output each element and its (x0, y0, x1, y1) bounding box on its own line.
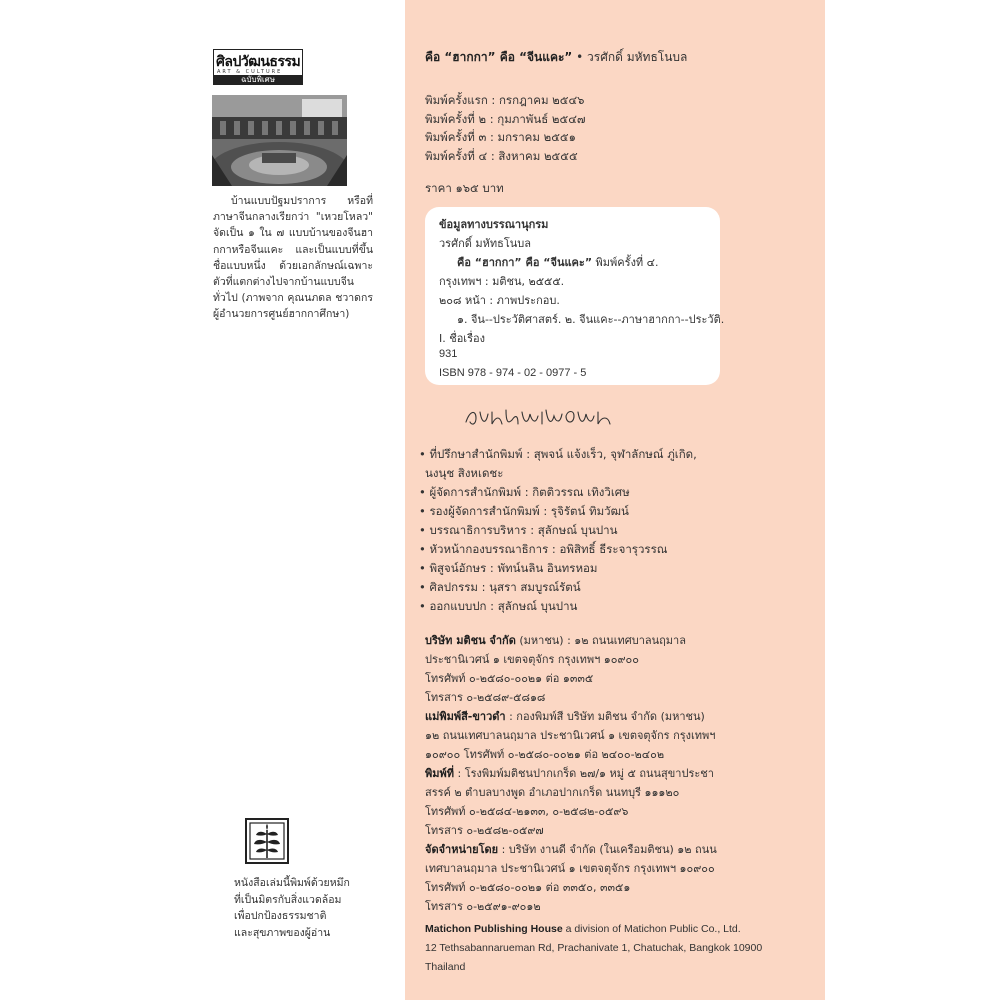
eco-note (234, 875, 394, 941)
price: ราคา ๑๖๕ บาท (425, 181, 504, 195)
logo-name: ศิลปวัฒนธรรม (216, 54, 301, 70)
printer-tel: โทรศัพท์ ๐-๒๕๘๔-๒๑๓๓, ๐-๒๕๘๒-๐๕๙๖ (425, 805, 629, 818)
staff-item-text: รองผู้จัดการสำนักพิมพ์ : รุจิรัตน์ ทิมวัฒน์ (429, 504, 629, 518)
bw-plate-line-1: : กองพิมพ์สี บริษัท มติชน จำกัด (มหาชน) (505, 710, 705, 723)
book-title-line (425, 48, 687, 67)
book-author: • วรศักดิ์ มหัทธโนบล (576, 50, 688, 64)
company-type: (มหาชน) (515, 634, 564, 647)
eco-ink-book-icon (245, 818, 289, 864)
eco-note-line: ที่เป็นมิตรกับสิ่งแวดล้อม (234, 893, 342, 906)
cip-title-entry: I. ชื่อเรื่อง (439, 332, 485, 345)
distributor-label: จัดจำหน่ายโดย (425, 843, 499, 856)
cip-title-bold: คือ “ฮากกา” คือ “จีนแคะ” (457, 256, 593, 269)
cip-subjects: ๑. จีน--ประวัติศาสตร์. ๒. จีนแคะ--ภาษาฮากกา--ประวัติ. (457, 313, 725, 326)
book-title: คือ “ฮากกา” คือ “จีนแคะ” (425, 50, 573, 64)
distributor-line (425, 840, 725, 859)
staff-item: • หัวหน้ากองบรรณาธิการ : อพิสิทธิ์ ธีระจารุวรรณ (419, 542, 668, 556)
company-line (425, 631, 725, 650)
english-address: 12 Tethsabannarueman Rd, Prachanivate 1, Chatuchak, Bangkok 10900 (425, 942, 763, 954)
printer-fax: โทรสาร ๐-๒๕๘๒-๐๕๙๗ (425, 824, 544, 837)
staff-item-text: ศิลปกรรม : นุสรา สมบูรณ์รัตน์ (429, 580, 581, 594)
caption-text: บ้านแบบปัฐมปราการ หรือที่ภาษาจีนกลางเรียกว่า "เหวยโหลว" จัดเป็น ๑ ใน ๗ แบบบ้านของจีนฮากกาหรือจีนแคะ และเป็นแบบที่ขึ้นชื่อแบบหนึ่ง ด้วยเอกลักษณ์เฉพาะตัวที่แตกต่างไปจากบ้านแบบจีนทั่วไป (ภาพจาก คุณนภดล ชวาดกร ผู้อำนวยการศูนย์ฮากกาศึกษา) (213, 195, 373, 321)
cip-heading: ข้อมูลทางบรรณานุกรม (439, 218, 549, 231)
printing-history (425, 91, 586, 165)
staff-list (419, 445, 697, 616)
cip-call-number: 931 (439, 348, 458, 360)
company-tel: โทรศัพท์ ๐-๒๕๘๐-๐๐๒๑ ต่อ ๑๓๓๕ (425, 672, 594, 685)
english-imprint (425, 920, 762, 977)
company-fax: โทรสาร ๐-๒๕๘๙-๕๘๑๘ (425, 691, 546, 704)
cip-pages: ๒๐๘ หน้า : ภาพประกอบ. (439, 294, 560, 307)
staff-item-text: ที่ปรึกษาสำนักพิมพ์ : สุพจน์ แจ้งเร็ว, จุฬาลักษณ์ ภู่เกิด, (429, 447, 697, 461)
distributor-fax: โทรสาร ๐-๒๕๙๑-๙๐๑๒ (425, 900, 541, 913)
company-name: บริษัท มติชน จำกัด (425, 634, 516, 647)
staff-item: • ออกแบบปก : สุลักษณ์ บุนปาน (419, 599, 578, 613)
bw-plate-line (425, 707, 725, 726)
bw-plate-line-3: ๑๐๙๐๐ โทรศัพท์ ๐-๒๕๘๐-๐๐๒๑ ต่อ ๒๔๐๐-๒๔๐๒ (425, 748, 665, 761)
photo-caption (213, 193, 373, 323)
staff-item-text: หัวหน้ากองบรรณาธิการ : อพิสิทธิ์ ธีระจารุวรรณ (429, 542, 668, 556)
cip-author: วรศักดิ์ มหัทธโนบล (439, 237, 531, 250)
eco-note-line: หนังสือเล่มนี้พิมพ์ด้วยหมึก (234, 877, 350, 889)
eco-note-line: และสุขภาพของผู้อ่าน (234, 926, 331, 939)
staff-item: • พิสูจน์อักษร : พัทน์นลิน อินทรหอม (419, 561, 598, 575)
logo-tagline: ART & CULTURE (217, 69, 283, 75)
staff-item-text: นงนุช สิงหเดชะ (425, 466, 504, 480)
staff-item: • บรรณาธิการบริหาร : สุลักษณ์ บุนปาน (419, 523, 618, 537)
bw-plate-line-2: ๑๒ ถนนเทศบาลนฤมาล ประชานิเวศน์ ๑ เขตจตุจักร กรุงเทพฯ (425, 729, 716, 742)
distributor-line-2: เทศบาลนฤมาล ประชานิเวศน์ ๑ เขตจตุจักร กรุงเทพฯ ๑๐๙๐๐ (425, 862, 715, 875)
staff-item-text: พิสูจน์อักษร : พัทน์นลิน อินทรหอม (429, 561, 598, 575)
staff-item-text: บรรณาธิการบริหาร : สุลักษณ์ บุนปาน (429, 523, 618, 537)
staff-item: • รองผู้จัดการสำนักพิมพ์ : รุจิรัตน์ ทิมวัฒน์ (419, 504, 629, 518)
english-publisher-line (425, 920, 762, 939)
staff-item-text: ผู้จัดการสำนักพิมพ์ : กิตติวรรณ เทิงวิเศษ (429, 485, 630, 499)
printing-entry: พิมพ์ครั้งที่ ๓ : มกราคม ๒๕๕๑ (425, 130, 576, 144)
printer-line-1: : โรงพิมพ์มติชนปากเกร็ด ๒๗/๑ หมู่ ๕ ถนนสุขาประชา (454, 767, 714, 780)
printing-entry: พิมพ์ครั้งแรก : กรกฎาคม ๒๕๔๖ (425, 93, 585, 107)
staff-item (419, 464, 697, 483)
printer-label: พิมพ์ที่ (425, 767, 455, 780)
printer-line (425, 764, 725, 783)
cip-publisher: กรุงเทพฯ : มติชน, ๒๕๕๕. (439, 275, 565, 288)
bw-plate-label: แม่พิมพ์สี-ขาวดำ (425, 710, 506, 723)
publisher-signature (462, 402, 622, 430)
cip-title-edition: พิมพ์ครั้งที่ ๔. (592, 256, 659, 269)
company-addresses (425, 631, 725, 916)
staff-item: • ศิลปกรรม : นุสรา สมบูรณ์รัตน์ (419, 580, 581, 594)
hakka-roundhouse-photo (212, 95, 347, 186)
distributor-tel: โทรศัพท์ ๐-๒๕๘๐-๐๐๒๑ ต่อ ๓๓๕๐, ๓๓๕๑ (425, 881, 631, 894)
cataloging-data-box (425, 207, 725, 385)
company-address-1: : ๑๒ ถนนเทศบาลนฤมาล (563, 634, 686, 647)
english-division: a division of Matichon Public Co., Ltd. (562, 923, 741, 935)
company-address-2: ประชานิเวศน์ ๑ เขตจตุจักร กรุงเทพฯ ๑๐๙๐๐ (425, 653, 639, 666)
printing-entry: พิมพ์ครั้งที่ ๒ : กุมภาพันธ์ ๒๕๔๗ (425, 111, 586, 126)
staff-item-text: ออกแบบปก : สุลักษณ์ บุนปาน (429, 599, 578, 613)
english-country: Thailand (425, 961, 466, 973)
eco-note-line: เพื่อปกป้องธรรมชาติ (234, 910, 327, 922)
magazine-logo (213, 49, 303, 85)
cip-isbn: ISBN 978 - 974 - 02 - 0977 - 5 (439, 367, 587, 379)
staff-item: • ผู้จัดการสำนักพิมพ์ : กิตติวรรณ เทิงวิเศษ (419, 485, 630, 499)
printer-line-2: สรรค์ ๒ ตำบลบางพูด อำเภอปากเกร็ด นนทบุรี ๑๑๑๒๐ (425, 786, 680, 799)
printing-entry: พิมพ์ครั้งที่ ๔ : สิงหาคม ๒๕๕๕ (425, 148, 578, 163)
english-publisher: Matichon Publishing House (425, 923, 563, 935)
distributor-line-1: : บริษัท งานดี จำกัด (ในเครือมติชน) ๑๒ ถนน (498, 843, 717, 856)
logo-edition: ฉบับพิเศษ (214, 75, 302, 84)
staff-item: • ที่ปรึกษาสำนักพิมพ์ : สุพจน์ แจ้งเร็ว, จุฬาลักษณ์ ภู่เกิด, (419, 447, 697, 461)
cip-title (457, 253, 659, 271)
